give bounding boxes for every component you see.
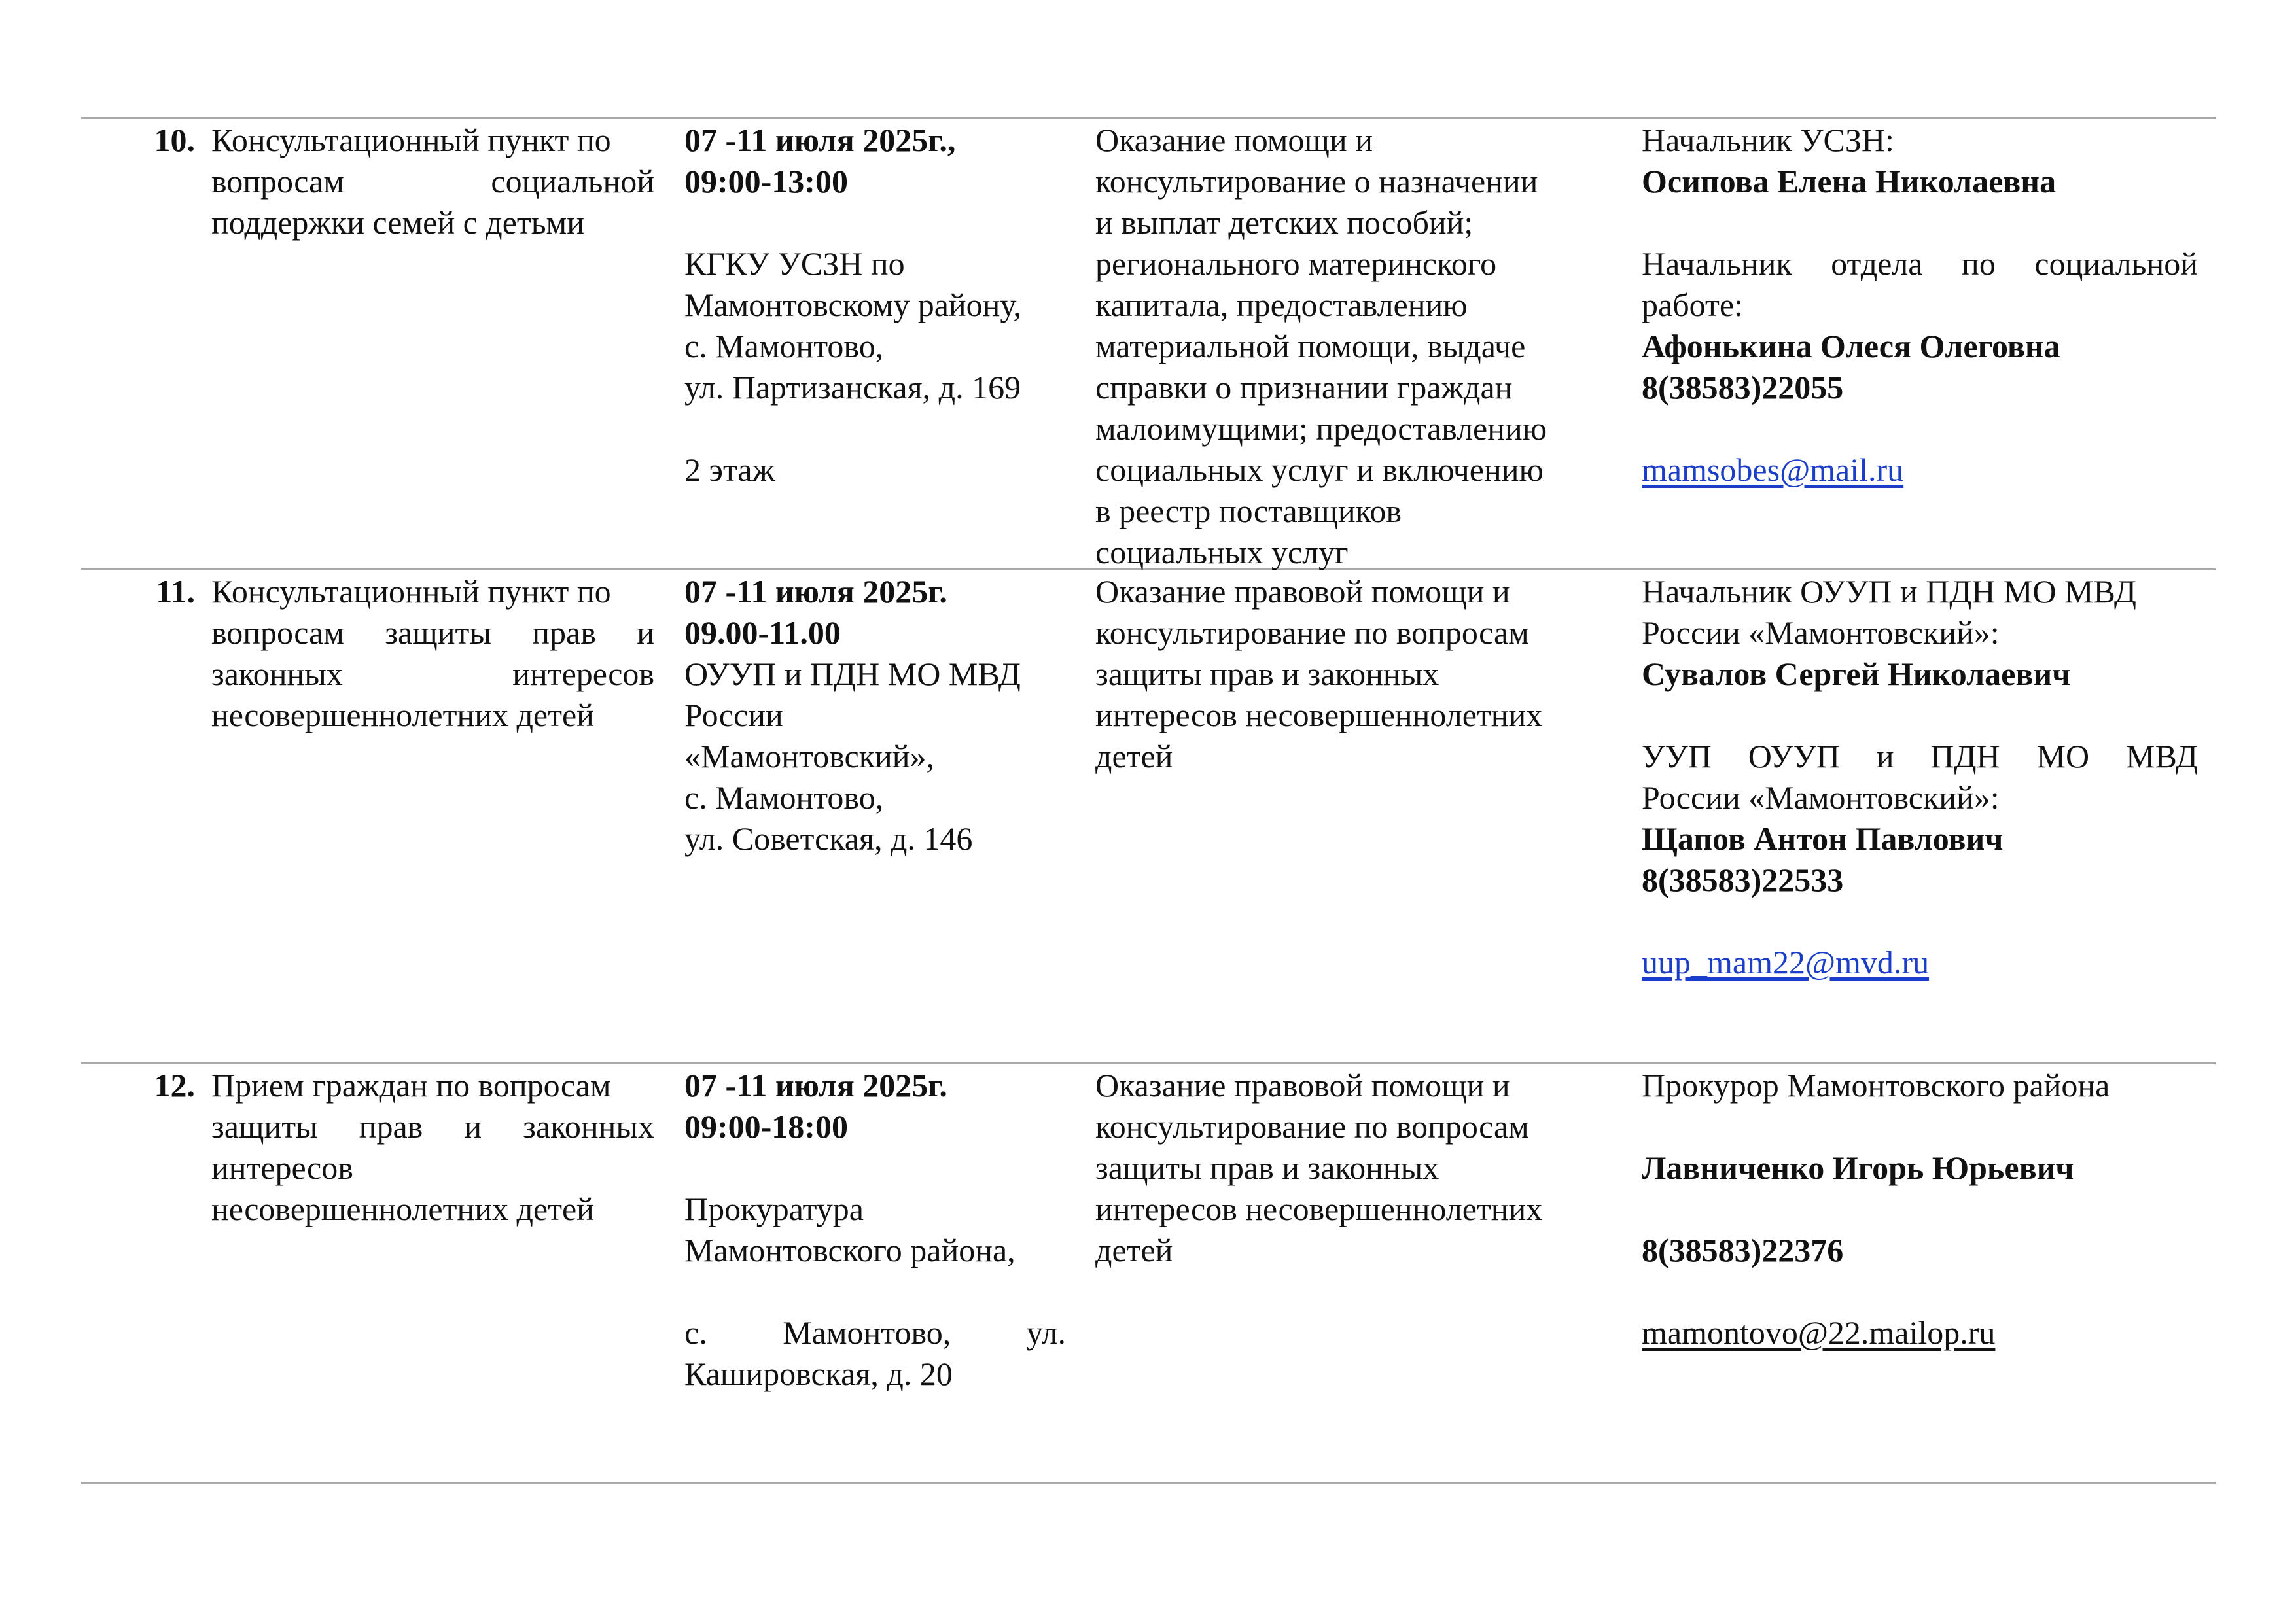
event-schedule: 07 -11 июля 2025г. 09.00-11.00 ОУУП и ПДН МО МВД России «Мамонтовский», с. Мамонтово, ул. Советская, д. 146 (684, 571, 1066, 860)
head-name: Лавниченко Игорь Юрьевич (1642, 1149, 2074, 1186)
event-time: 09.00-11.00 (684, 614, 841, 651)
email-link[interactable]: mamsobes@mail.ru (1642, 451, 1904, 488)
dept-position: УУП ОУУП и ПДН МО МВД (1642, 738, 2198, 775)
event-description: Оказание правовой помощи и консультирование по вопросам защиты прав и законных интересов несовершеннолетних детей (1095, 573, 1543, 775)
event-title: Прием граждан по вопросам защиты прав и законных интересов несовершеннолетних детей (211, 1067, 654, 1227)
event-date: 07 -11 июля 2025г. (684, 573, 947, 610)
phone-number: 8(38583)22055 (1642, 369, 1844, 406)
event-schedule: 07 -11 июля 2025г., 09:00-13:00 КГКУ УСЗН по Мамонтовскому району, с. Мамонтово, ул. Партизанская, д. 169 2 этаж (684, 120, 1066, 491)
event-schedule: 07 -11 июля 2025г. 09:00-18:00 Прокуратура Мамонтовского района, с. Мамонтово, ул. Кашировская, д. 20 (684, 1065, 1066, 1395)
event-place: КГКУ УСЗН по (684, 245, 905, 282)
email-link[interactable]: uup_mam22@mvd.ru (1642, 944, 1930, 981)
table-border-bottom (81, 1482, 2216, 1484)
event-place: Прокуратура (684, 1191, 864, 1227)
event-contacts (1642, 1065, 2198, 1353)
row-number: 11. (156, 573, 195, 610)
email-link[interactable]: mamontovo@22.mailop.ru (1642, 1314, 1996, 1351)
table-border-top (81, 117, 2216, 119)
event-contacts: Начальник УСЗН: Осипова Елена Николаевна Начальник отдела по социальной работе: Афонькина Олеся Олеговна 8(38583)22055 mamsobes@mail.ru (1642, 120, 2198, 491)
head-name: Осипова Елена Николаевна (1642, 163, 2057, 200)
event-description: Оказание помощи и консультирование о назначении и выплат детских пособий; регионального материнского капитала, предоставлению материальной помощи, выдаче справки о признании граждан малоимущими; предоставлению социальных услуг и включению в реестр поставщиков социальных услуг (1095, 122, 1547, 570)
head-position: Начальник ОУУП и ПДН МО МВД (1642, 573, 2137, 610)
event-date: 07 -11 июля 2025г. (684, 1067, 947, 1104)
phone-number: 8(38583)22376 (1642, 1232, 1844, 1268)
dept-name: Щапов Антон Павлович (1642, 820, 2004, 857)
head-name: Сувалов Сергей Николаевич (1642, 655, 2071, 692)
row-number: 12. (154, 1067, 195, 1104)
event-description: Оказание правовой помощи и консультирование по вопросам защиты прав и законных интересов несовершеннолетних детей (1095, 1067, 1543, 1268)
event-time: 09:00-13:00 (684, 163, 848, 200)
table-border-row-12 (81, 1062, 2216, 1064)
row-number: 10. (154, 122, 195, 158)
event-time: 09:00-18:00 (684, 1108, 848, 1145)
event-title: Консультационный пункт по вопросам защиты прав и законных интересов несовершеннолетних детей (211, 573, 654, 733)
event-floor: 2 этаж (684, 451, 775, 488)
dept-position: Начальник отдела по социальной (1642, 245, 2198, 282)
event-place: ОУУП и ПДН МО МВД (684, 655, 1021, 692)
phone-number: 8(38583)22533 (1642, 862, 1844, 898)
head-position: Начальник УСЗН: (1642, 122, 1894, 158)
event-title: Консультационный пункт по вопросам социальной поддержки семей с детьми (211, 122, 654, 241)
dept-name: Афонькина Олеся Олеговна (1642, 328, 2060, 364)
event-address: с. Мамонтово, ул. (684, 1314, 1066, 1351)
event-date: 07 -11 июля 2025г., (684, 122, 956, 158)
head-position: Прокурор Мамонтовского района (1642, 1067, 2110, 1104)
event-contacts: Начальник ОУУП и ПДН МО МВД России «Мамонтовский»: Сувалов Сергей Николаевич УУП ОУУП и ПДН МО МВД России «Мамонтовский»: Щапов Антон Павлович 8(38583)22533 uup_mam22@mvd.ru (1642, 571, 2198, 983)
